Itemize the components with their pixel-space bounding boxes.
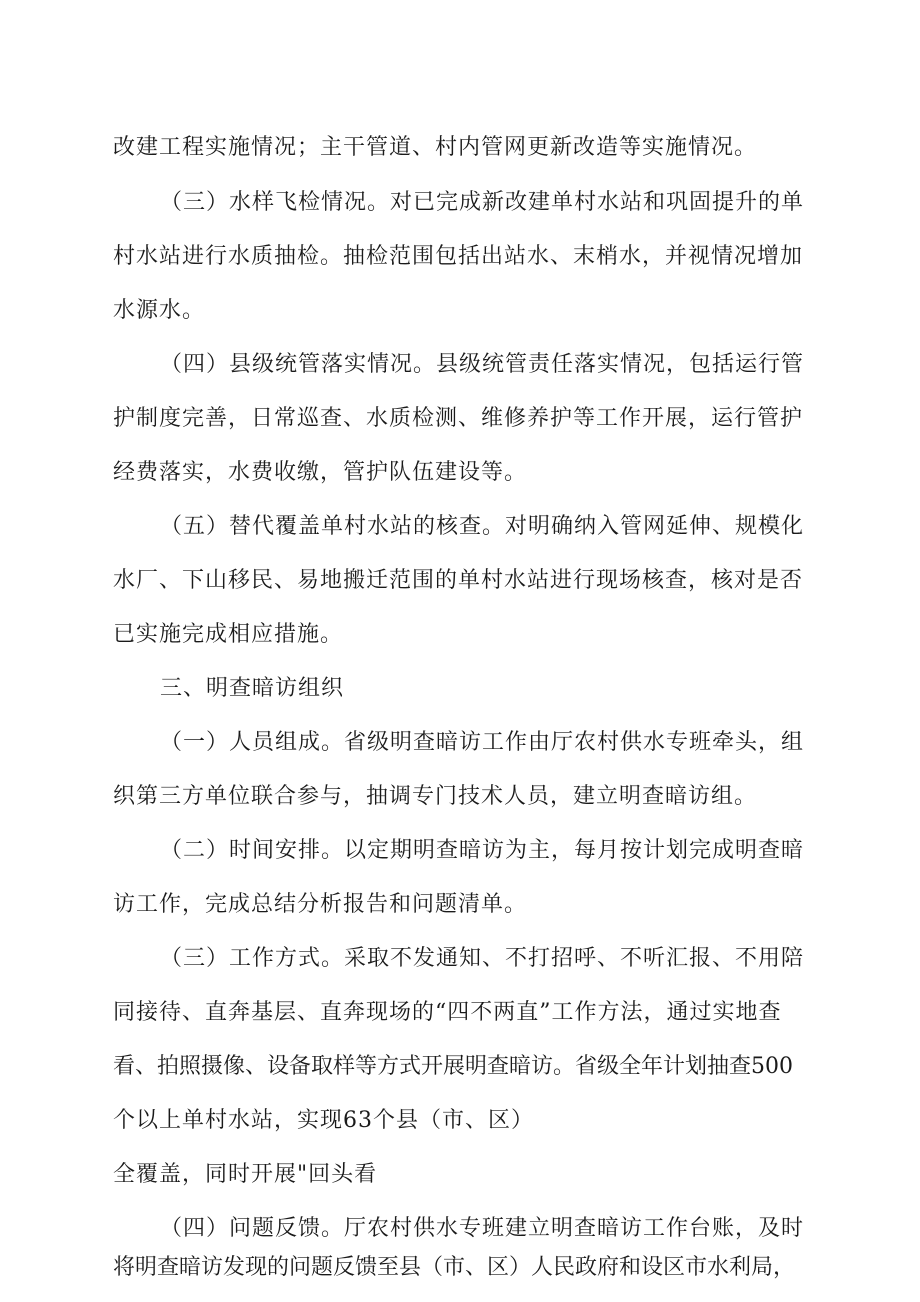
body-text-line: 改建工程实施情况；主干管道、村内管网更新改造等实施情况。 <box>113 135 758 160</box>
body-text-line: 水源水。 <box>113 298 206 323</box>
body-text-line: 已实施完成相应措施。 <box>113 622 344 647</box>
body-text-line: 看、拍照摄像、设备取样等方式开展明查暗访。省级全年计划抽查500 <box>113 1054 793 1079</box>
body-text-line: 将明查暗访发现的问题反馈至县（市、区）人民政府和设区市水利局， <box>113 1255 796 1280</box>
body-text-line: 经费落实，水费收缴，管护队伍建设等。 <box>113 460 528 485</box>
body-text-line: 个以上单村水站，实现63个县（市、区） <box>113 1108 534 1133</box>
body-text-line: 全覆盖，同时开展"回头看 <box>113 1162 378 1187</box>
paragraph-first-line: （三）工作方式。采取不发通知、不打招呼、不听汇报、不用陪 <box>160 946 805 971</box>
paragraph-first-line: （四）问题反馈。厅农村供水专班建立明查暗访工作台账，及时 <box>160 1216 805 1241</box>
paragraph-first-line: （二）时间安排。以定期明查暗访为主，每月按计划完成明查暗 <box>160 838 805 863</box>
body-text-line: 水厂、下山移民、易地搬迁范围的单村水站进行现场核查，核对是否 <box>113 568 804 593</box>
paragraph-first-line: （一）人员组成。省级明查暗访工作由厅农村供水专班牵头，组 <box>160 730 805 755</box>
paragraph-first-line: （五）替代覆盖单村水站的核查。对明确纳入管网延伸、规模化 <box>160 514 805 539</box>
body-text-line: 访工作，完成总结分析报告和问题清单。 <box>113 892 528 917</box>
section-heading: 三、明查暗访组织 <box>160 676 345 701</box>
body-text-line: 同接待、直奔基层、直奔现场的“四不两直”工作方法，通过实地查 <box>113 1000 782 1025</box>
paragraph-first-line: （三）水样飞检情况。对已完成新改建单村水站和巩固提升的单 <box>160 190 805 215</box>
body-text-line: 织第三方单位联合参与，抽调专门技术人员，建立明查暗访组。 <box>113 784 758 809</box>
body-text-line: 村水站进行水质抽检。抽检范围包括出站水、末梢水，并视情况增加 <box>113 244 804 269</box>
paragraph-first-line: （四）县级统管落实情况。县级统管责任落实情况，包括运行管 <box>160 352 805 377</box>
body-text-line: 护制度完善，日常巡查、水质检测、维修养护等工作开展，运行管护 <box>113 406 804 431</box>
